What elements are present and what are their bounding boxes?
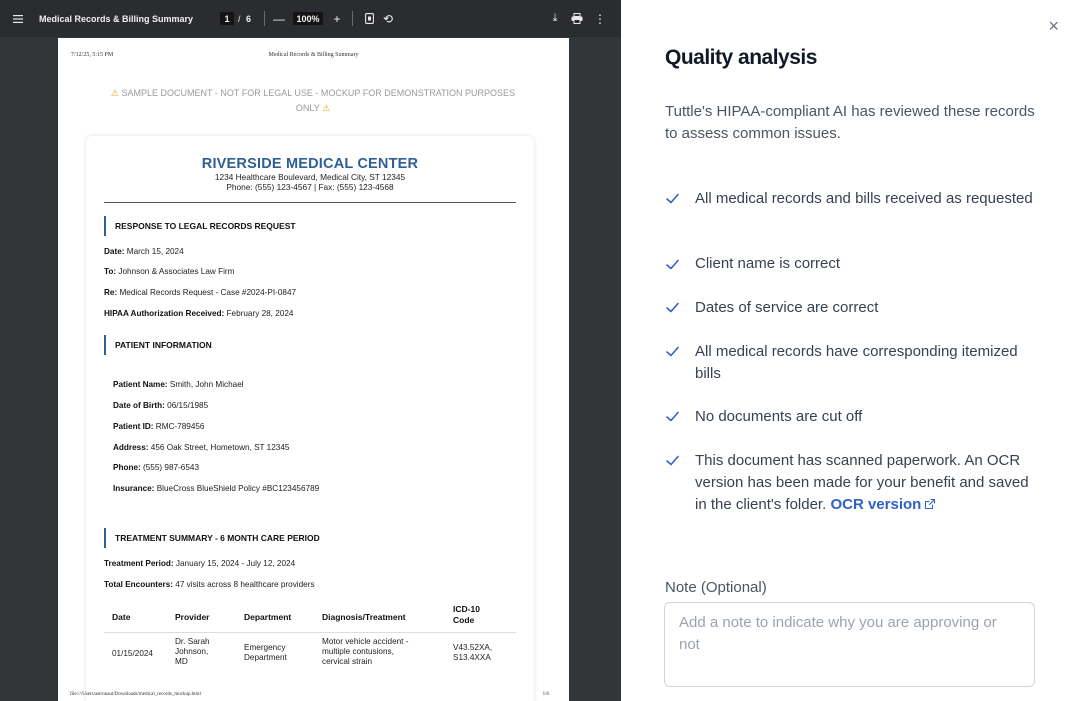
- rotate-icon[interactable]: ⟲: [382, 11, 394, 26]
- menu-icon[interactable]: [10, 0, 26, 37]
- check-icon: [665, 257, 680, 272]
- pdf-page: [58, 38, 569, 701]
- page-number-input[interactable]: 1: [220, 12, 234, 25]
- table-cell: Emergency Department: [244, 643, 287, 662]
- patient-field: Insurance: BlueCross BlueShield Policy #BC123456789: [113, 484, 320, 493]
- toolbar-divider: [264, 11, 265, 26]
- table-header-diagnosis: Diagnosis/Treatment: [322, 612, 406, 622]
- print-url: file:///Users/astronaut/Downloads/medical_records_mockup.html: [70, 692, 201, 697]
- download-icon[interactable]: ⤓: [552, 12, 558, 24]
- check-item: Dates of service are correct: [695, 299, 879, 316]
- patient-field: Date of Birth: 06/15/1985: [113, 401, 209, 410]
- fit-page-icon[interactable]: [362, 0, 376, 37]
- table-header-department: Department: [244, 612, 292, 622]
- hospital-phone: Phone: (555) 123-4567 | Fax: (555) 123-4568: [226, 182, 394, 192]
- print-icon[interactable]: [569, 0, 585, 37]
- more-options-icon[interactable]: ⋮: [594, 11, 606, 26]
- print-title: Medical Records & Billing Summary: [268, 52, 359, 58]
- external-link-icon[interactable]: [924, 498, 936, 510]
- ocr-version-link[interactable]: [830, 496, 936, 513]
- section-heading-response: RESPONSE TO LEGAL RECORDS REQUEST: [104, 216, 296, 236]
- check-item: Client name is correct: [695, 255, 841, 272]
- records-card: [86, 136, 534, 701]
- note-textarea[interactable]: [664, 602, 1035, 687]
- ocr-link-label[interactable]: OCR version: [830, 496, 922, 513]
- treatment-field: Total Encounters: 47 visits across 8 healthcare providers: [104, 580, 315, 589]
- table-cell: 01/15/2024: [112, 649, 153, 658]
- warning-icon: ⚠: [110, 88, 119, 98]
- response-field: Date: March 15, 2024: [104, 247, 184, 256]
- check-item: No documents are cut off: [695, 408, 863, 425]
- check-icon: [665, 344, 680, 359]
- patient-field: Phone: (555) 987-6543: [113, 463, 200, 472]
- zoom-level-input[interactable]: 100%: [293, 12, 323, 25]
- check-item-text: This document has scanned paperwork. An OCR version has been made for your benefit and saved in the client's folder.: [695, 452, 1029, 513]
- check-icon: [665, 409, 680, 424]
- section-heading-patient: PATIENT INFORMATION: [104, 335, 212, 355]
- zoom-out-button[interactable]: —: [273, 11, 285, 26]
- panel-title: Quality analysis: [665, 46, 817, 69]
- document-title: Medical Records & Billing Summary: [39, 13, 194, 24]
- patient-field: Address: 456 Oak Street, Hometown, ST 12345: [113, 443, 290, 452]
- toolbar-divider: [352, 11, 353, 26]
- quality-analysis-panel: [621, 0, 1079, 701]
- print-date: 7/12/25, 5:15 PM: [71, 52, 114, 58]
- sample-warning: [98, 86, 528, 116]
- patient-field: Patient ID: RMC-789456: [113, 422, 205, 431]
- response-field: To: Johnson & Associates Law Firm: [104, 267, 235, 276]
- hospital-address: 1234 Healthcare Boulevard, Medical City, ST 12345: [214, 172, 406, 182]
- close-icon[interactable]: ×: [1048, 16, 1059, 36]
- check-icon: [665, 191, 680, 206]
- hospital-name: RIVERSIDE MEDICAL CENTER: [201, 156, 419, 172]
- check-item: All medical records and bills received as requested: [695, 190, 1033, 207]
- zoom-in-button[interactable]: +: [333, 11, 341, 26]
- table-header-icd10: ICD-10 Code: [453, 604, 480, 625]
- response-field: Re: Medical Records Request - Case #2024-PI-0847: [104, 288, 297, 297]
- treatment-field: Treatment Period: January 15, 2024 - July 12, 2024: [104, 559, 296, 568]
- print-page-number: 1/6: [542, 692, 549, 697]
- check-item-ocr: [695, 450, 1040, 516]
- patient-field: Patient Name: Smith, John Michael: [113, 380, 244, 389]
- header-divider: [104, 202, 516, 203]
- response-field: HIPAA Authorization Received: February 28, 2024: [104, 309, 294, 318]
- table-header-date: Date: [112, 612, 131, 622]
- table-cell: Dr. Sarah Johnson, MD: [175, 637, 210, 666]
- page-total: 6: [246, 13, 252, 24]
- check-icon: [665, 300, 680, 315]
- warning-text: SAMPLE DOCUMENT - NOT FOR LEGAL USE - MOCKUP FOR DEMONSTRATION PURPOSES ONLY: [121, 88, 516, 113]
- note-label: Note (Optional): [665, 579, 767, 596]
- page-separator: /: [238, 13, 241, 24]
- table-cell: Motor vehicle accident - multiple contusions, cervical strain: [322, 637, 409, 666]
- pdf-toolbar: [0, 0, 621, 37]
- table-header-provider: Provider: [175, 612, 210, 622]
- check-item: All medical records have corresponding itemized bills: [695, 343, 1018, 382]
- table-cell: V43.52XA, S13.4XXA: [453, 643, 493, 662]
- panel-intro: Tuttle's HIPAA-compliant AI has reviewed these records to assess common issues.: [665, 103, 1035, 142]
- section-heading-treatment: TREATMENT SUMMARY - 6 MONTH CARE PERIOD: [104, 528, 320, 548]
- warning-icon: ⚠: [322, 103, 331, 113]
- check-icon: [665, 453, 680, 468]
- table-divider: [104, 632, 516, 633]
